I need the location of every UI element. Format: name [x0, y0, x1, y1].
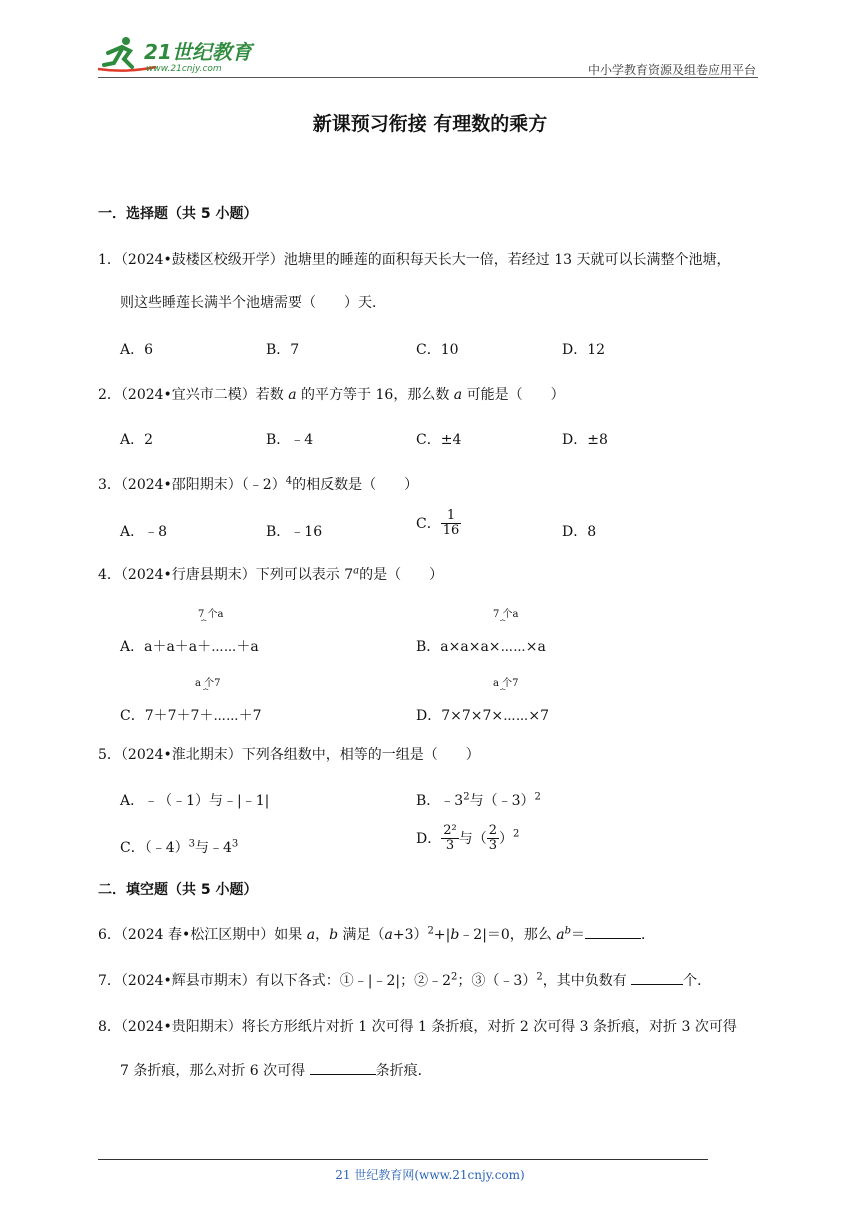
question-1-line1: 1．（2024•鼓楼区校级开学）池塘里的睡莲的面积每天长大一倍，若经过 13 天就可以长满整个池塘， — [98, 252, 731, 268]
question-6: 6．（2024 春•松江区期中）如果 a，b 满足$(a+3)^2+|b﹣2|=0$，那么 $a^b=$ ． — [98, 925, 656, 943]
q5-option-a[interactable]: A．﹣（﹣1）与﹣|﹣1| — [120, 793, 270, 809]
footer-link[interactable]: 21 世纪教育网(www.21cnjy.com) — [335, 1168, 525, 1182]
q4-option-a[interactable]: A．a＋a＋a＋⋯⋯＋a — [120, 639, 259, 655]
overbrace-icon: ⏞ — [500, 689, 506, 699]
q4-d-brace-label: a 个7 — [493, 678, 519, 689]
question-4: 4．（2024•行唐县期末）下列可以表示 7$^a$的是（ ） — [98, 565, 444, 583]
answer-blank-7[interactable] — [631, 970, 683, 985]
question-8-line2: 7 条折痕，那么对折 6 次可得 条折痕． — [120, 1060, 432, 1080]
q3-option-b[interactable]: B．﹣16 — [266, 524, 323, 540]
q3-option-c[interactable]: C． $\frac{1}{16}$ — [416, 508, 460, 538]
footer-divider — [98, 1159, 708, 1160]
q4-option-d[interactable]: D．7×7×7×⋯⋯×7 — [416, 708, 549, 724]
q5-option-c[interactable]: C．（﹣4）$^3$与$﹣4^3$ — [120, 838, 239, 856]
overbrace-icon: ⏞ — [500, 620, 506, 630]
site-name: 中小学教育资源及组卷应用平台 — [587, 63, 756, 77]
q2-option-b[interactable]: B．﹣4 — [266, 432, 314, 448]
overbrace-icon: ⏞ — [203, 689, 209, 699]
q4-b-brace-label: 7 个a — [493, 609, 519, 620]
q4-option-c[interactable]: C．7＋7＋7＋⋯⋯＋7 — [120, 708, 262, 724]
logo-text: 21世纪教育 — [144, 40, 252, 64]
q1-option-d[interactable]: D．12 — [562, 342, 606, 358]
answer-blank-8[interactable] — [310, 1060, 376, 1075]
section-heading-choice: 一．选择题（共 5 小题） — [98, 206, 258, 222]
q5-option-d[interactable]: D． $\frac{\text{2²}}{3}$ 与（ $\frac{2}{3}$ ）$^2$ — [416, 823, 520, 853]
q4-option-b[interactable]: B．a×a×a×⋯⋯×a — [416, 639, 546, 655]
q1-option-a[interactable]: A．6 — [120, 342, 154, 358]
page-title: 新课预习衔接 有理数的乘方 — [312, 113, 548, 135]
q3-option-a[interactable]: A．﹣8 — [120, 524, 168, 540]
answer-blank-6[interactable] — [585, 924, 641, 939]
q2-option-a[interactable]: A．2 — [120, 432, 154, 448]
overbrace-icon: ⏞ — [201, 620, 207, 630]
fraction-one-sixteenth: $\frac{1}{16}$ — [442, 508, 460, 538]
question-2: 2．（2024•宜兴市二模）若数 a 的平方等于 16，那么数 a 可能是（ ） — [98, 387, 565, 403]
question-8-line1: 8．（2024•贵阳期末）将长方形纸片对折 1 次可得 1 条折痕，对折 2 次可得 3 条折痕，对折 3 次可得 — [98, 1019, 737, 1035]
header-divider — [98, 77, 758, 78]
question-7: 7．（2024•辉县市期末）有以下各式：①﹣|﹣2|；$②﹣2^2$；③（﹣3）$^2$，其中负数有 个． — [98, 971, 712, 989]
q4-c-brace-label: a 个7 — [195, 678, 221, 689]
question-3: 3．（2024•邵阳期末）（﹣2）$^4$的相反数是（ ） — [98, 475, 419, 493]
question-1-line2: 则这些睡莲长满半个池塘需要（ ）天． — [120, 295, 386, 311]
question-5: 5．（2024•淮北期末）下列各组数中，相等的一组是（ ） — [98, 747, 480, 763]
section-heading-fill: 二．填空题（共 5 小题） — [98, 882, 258, 898]
q2-option-c[interactable]: C．±4 — [416, 432, 462, 448]
q3-option-d[interactable]: D．8 — [562, 524, 597, 540]
q2-option-d[interactable]: D．±8 — [562, 432, 608, 448]
q1-option-c[interactable]: C．10 — [416, 342, 459, 358]
q4-a-brace-label: 7 个a — [198, 609, 224, 620]
q5-option-b[interactable]: B．$﹣3^2$与（﹣3）$^2$ — [416, 791, 541, 809]
logo-url: www.21cnjy.com — [146, 64, 222, 74]
site-logo — [96, 35, 266, 75]
q1-option-b[interactable]: B．7 — [266, 342, 300, 358]
runner-logo-icon — [96, 35, 266, 75]
